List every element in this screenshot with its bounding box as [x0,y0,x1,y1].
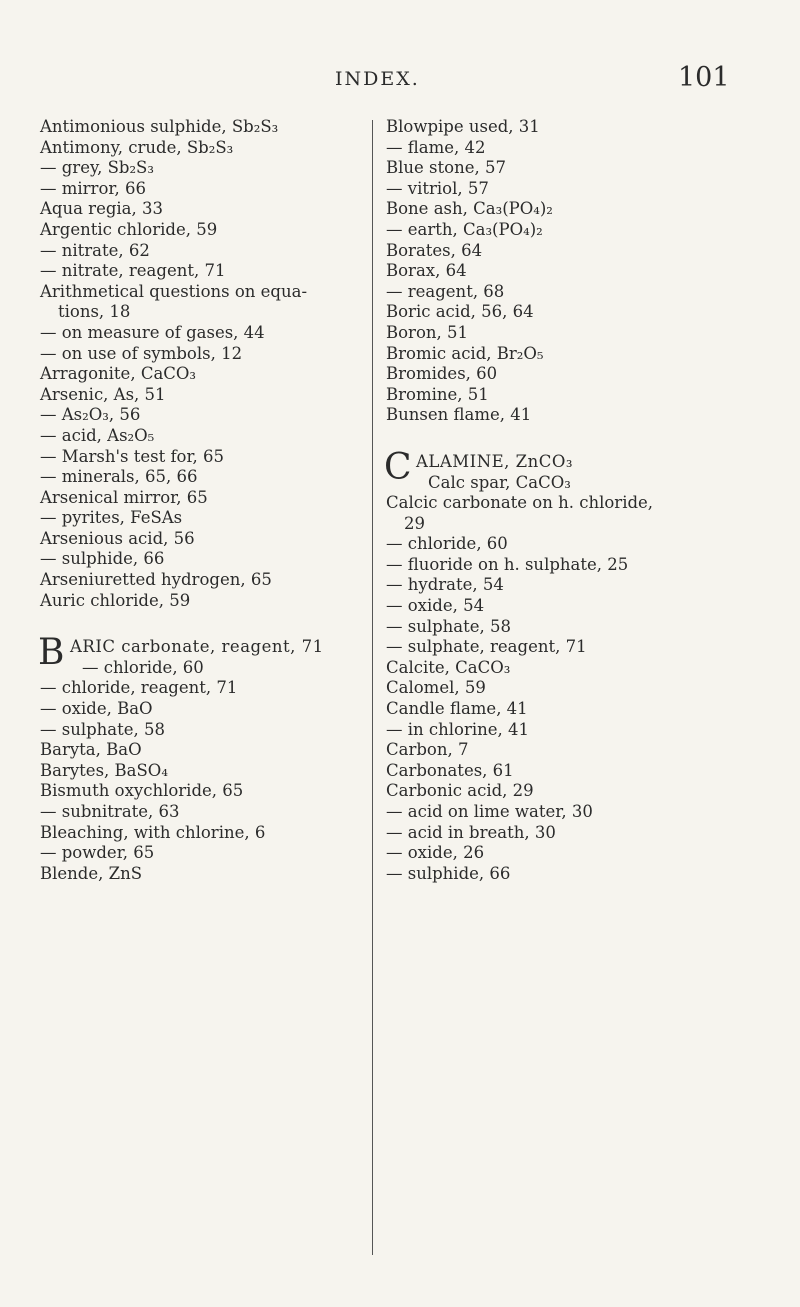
index-entry: Calc spar, CaCO₃ [428,472,571,492]
page-number: 101 [678,62,730,93]
index-entry: Borax, 64 [386,261,467,281]
index-entry: — minerals, 65, 66 [40,467,198,487]
index-entry: Blowpipe used, 31 [386,117,540,136]
index-entry: — As₂O₃, 56 [40,405,141,425]
drop-cap-b: B [38,632,65,674]
index-entry: Argentic chloride, 59 [40,219,218,239]
index-entry: — flame, 42 [386,137,486,157]
index-entry: Antimony, crude, Sb₂S₃ [40,137,234,157]
index-entry: — grey, Sb₂S₃ [40,158,154,178]
index-entry: — chloride, 60 [82,657,204,677]
column-divider [372,120,373,1255]
index-entry: — powder, 65 [40,843,155,863]
index-entry: Arithmetical questions on equa- [40,281,308,301]
index-entry: Bromides, 60 [386,364,498,384]
index-entry: — on use of symbols, 12 [40,343,243,363]
index-entry: Bunsen flame, 41 [386,405,532,425]
index-entry: Calomel, 59 [386,678,486,698]
index-entry: — on measure of gases, 44 [40,322,265,342]
index-entry: Barytes, BaSO₄ [40,760,168,780]
index-entry: Carbonates, 61 [386,760,514,780]
index-entry: Candle flame, 41 [386,699,528,719]
index-entry: — acid, As₂O₅ [40,425,155,445]
index-entry: Bleaching, with chlorine, 6 [40,822,266,842]
index-entry: Arragonite, CaCO₃ [40,364,197,384]
index-entry: — oxide, 54 [386,596,485,616]
index-entry: Borates, 64 [386,240,483,260]
index-entry: Boric acid, 56, 64 [386,302,534,322]
index-entry: — sulphate, reagent, 71 [386,637,587,657]
index-entry: — pyrites, FeSAs [40,508,183,528]
index-entry: Blende, ZnS [40,863,143,883]
index-entry: Bismuth oxychloride, 65 [40,781,244,801]
index-entry: Arsenical mirror, 65 [40,487,208,507]
index-entry: Calcite, CaCO₃ [386,657,511,677]
index-entry: 29 [404,513,425,533]
index-entry: Aqua regia, 33 [40,199,164,219]
right-column [386,117,786,884]
index-entry: — sulphate, 58 [386,616,512,636]
index-entry: — reagent, 68 [386,281,505,301]
index-entry: tions, 18 [58,302,131,322]
index-entry: ALAMINE, ZnCO₃ [416,451,574,471]
left-column [40,117,370,884]
index-entry: — chloride, reagent, 71 [40,678,238,698]
index-entry: Carbonic acid, 29 [386,781,534,801]
index-entry: — acid in breath, 30 [386,822,556,842]
index-entry: — subnitrate, 63 [40,802,180,821]
index-entry: Blue stone, 57 [386,158,506,178]
page-title: INDEX. [335,68,420,90]
index-entry: Arsenious acid, 56 [40,528,195,548]
index-entry: — in chlorine, 41 [386,719,530,739]
index-entry: — nitrate, reagent, 71 [40,261,226,281]
index-entry: — fluoride on h. sulphate, 25 [386,554,629,574]
index-entry: Baryta, BaO [40,740,142,760]
index-entry: Arsenic, As, 51 [40,384,166,404]
index-entry: — oxide, 26 [386,843,485,863]
index-entry: Bone ash, Ca₃(PO₄)₂ [386,199,553,219]
page-header [0,62,800,102]
index-entry: Auric chloride, 59 [40,590,191,610]
index-entry: — hydrate, 54 [386,575,504,595]
index-entry: — sulphide, 66 [386,863,511,883]
index-entry: Bromic acid, Br₂O₅ [386,343,544,363]
index-entry: — chloride, 60 [386,534,508,554]
index-entry: — vitriol, 57 [386,178,489,198]
index-entry: Carbon, 7 [386,740,469,760]
index-entry: — sulphate, 58 [40,719,166,739]
index-entry: Antimonious sulphide, Sb₂S₃ [40,117,279,136]
drop-cap-c: C [384,446,412,488]
index-entry: — nitrate, 62 [40,240,150,260]
index-entry: — sulphide, 66 [40,549,165,569]
index-entry: — oxide, BaO [40,699,153,719]
index-entry: — mirror, 66 [40,178,146,198]
index-entry: Calcic carbonate on h. chloride, [386,493,654,513]
index-entry: — earth, Ca₃(PO₄)₂ [386,219,543,239]
index-entry: — Marsh's test for, 65 [40,446,225,466]
index-entry: Arseniuretted hydrogen, 65 [40,570,272,590]
index-entry: Bromine, 51 [386,384,489,404]
index-entry: Boron, 51 [386,322,468,342]
index-entry: — acid on lime water, 30 [386,802,593,821]
index-entry: ARIC carbonate, reagent, 71 [70,637,324,657]
